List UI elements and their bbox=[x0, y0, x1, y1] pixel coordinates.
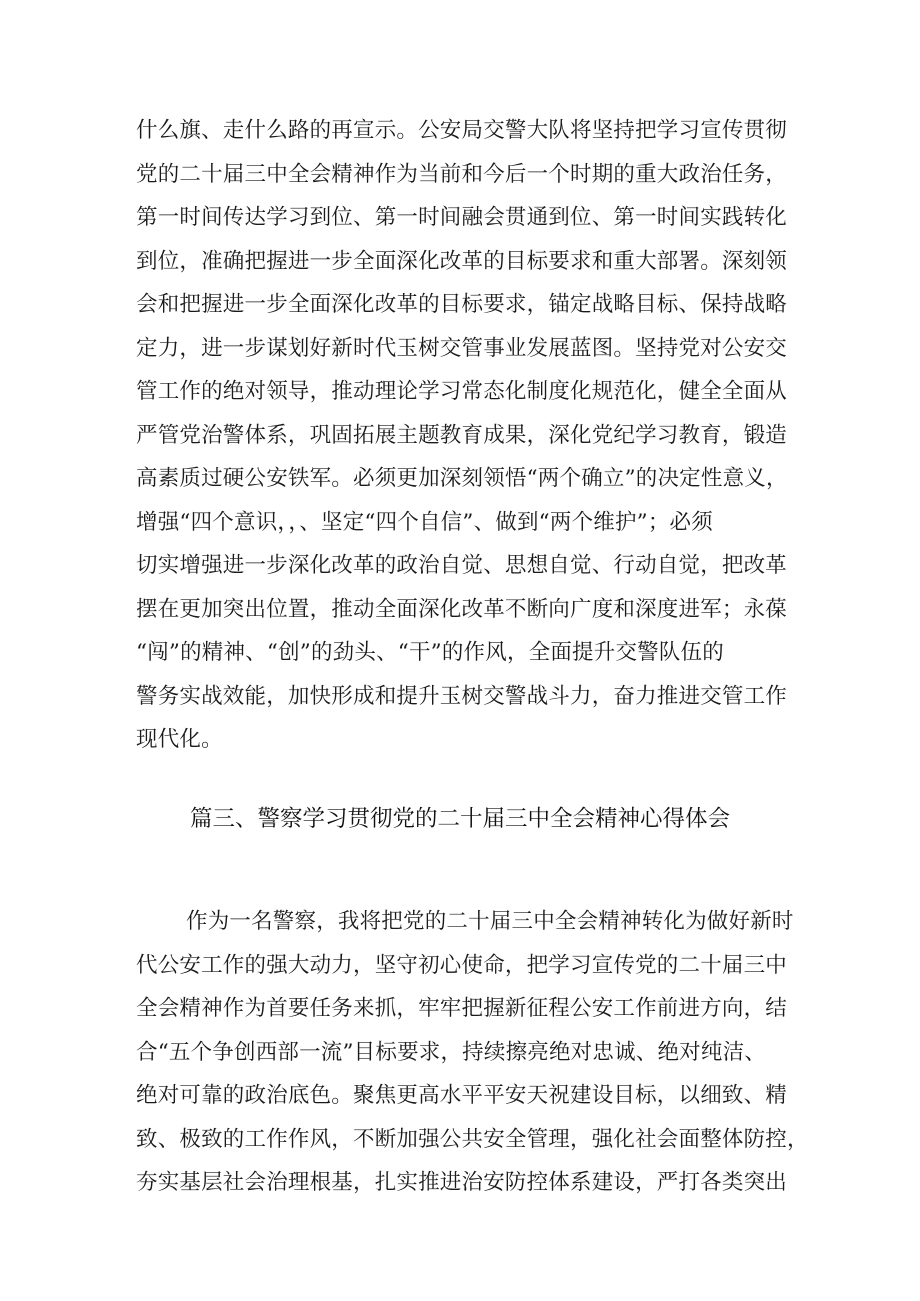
paragraph-line: 现代化。 bbox=[136, 727, 223, 752]
paragraph-line: 第一时间传达学习到位、第一时间融会贯通到位、第一时间实践转化 bbox=[136, 205, 788, 230]
section-three-title: 篇三、警察学习贯彻党的二十届三中全会精神心得体会 bbox=[189, 806, 730, 832]
paragraph-line: 代公安工作的强大动力，坚守初心使命，把学习宣传党的二十届三中 bbox=[136, 953, 788, 978]
paragraph-line: 警务实战效能，加快形成和提升玉树交警战斗力，奋力推进交管工作 bbox=[136, 684, 788, 709]
paragraph-line: 作为一名警察，我将把党的二十届三中全会精神转化为做好新时 bbox=[186, 909, 794, 934]
paragraph-line: 定力，进一步谋划好新时代玉树交管事业发展蓝图。坚持党对公安交 bbox=[136, 336, 788, 361]
paragraph-line: 严管党治警体系，巩固拓展主题教育成果，深化党纪学习教育，锻造 bbox=[136, 423, 788, 448]
paragraph-line: 到位，准确把握进一步全面深化改革的目标要求和重大部署。深刻领 bbox=[136, 249, 788, 274]
paragraph-line: 夯实基层社会治理根基，扎实推进治安防控体系建设，严打各类突出 bbox=[136, 1170, 788, 1195]
paragraph-line: 合“五个争创西部一流”目标要求，持续擦亮绝对忠诚、绝对纯洁、 bbox=[136, 1040, 766, 1065]
paragraph-line: 会和把握进一步全面深化改革的目标要求，锚定战略目标、保持战略 bbox=[136, 292, 788, 317]
paragraph-line: 全会精神作为首要任务来抓，牢牢把握新征程公安工作前进方向，结 bbox=[136, 996, 788, 1021]
paragraph-line: 增强“四个意识，，、坚定“四个自信”、做到“两个维护”；必须 bbox=[136, 510, 713, 535]
paragraph-line: “闯”的精神、“创”的劲头、“干”的作风，全面提升交警队伍的 bbox=[136, 640, 724, 665]
paragraph-line: 什么旗、走什么路的再宣示。公安局交警大队将坚持把学习宣传贯彻 bbox=[136, 118, 788, 143]
paragraph-line: 摆在更加突出位置，推动全面深化改革不断向广度和深度进军；永葆 bbox=[136, 597, 788, 622]
paragraph-line: 绝对可靠的政治底色。聚焦更高水平平安天祝建设目标，以细致、精 bbox=[136, 1083, 788, 1108]
paragraph-line: 切实增强进一步深化改革的政治自觉、思想自觉、行动自觉，把改革 bbox=[136, 553, 788, 578]
paragraph-line: 党的二十届三中全会精神作为当前和今后一个时期的重大政治任务， bbox=[136, 162, 788, 187]
paragraph-line: 管工作的绝对领导，推动理论学习常态化制度化规范化，健全全面从 bbox=[136, 379, 788, 404]
paragraph-line: 致、极致的工作作风，不断加强公共安全管理，强化社会面整体防控， bbox=[136, 1127, 809, 1152]
paragraph-line: 高素质过硬公安铁军。必须更加深刻领悟“两个确立”的决定性意义， bbox=[136, 466, 788, 491]
